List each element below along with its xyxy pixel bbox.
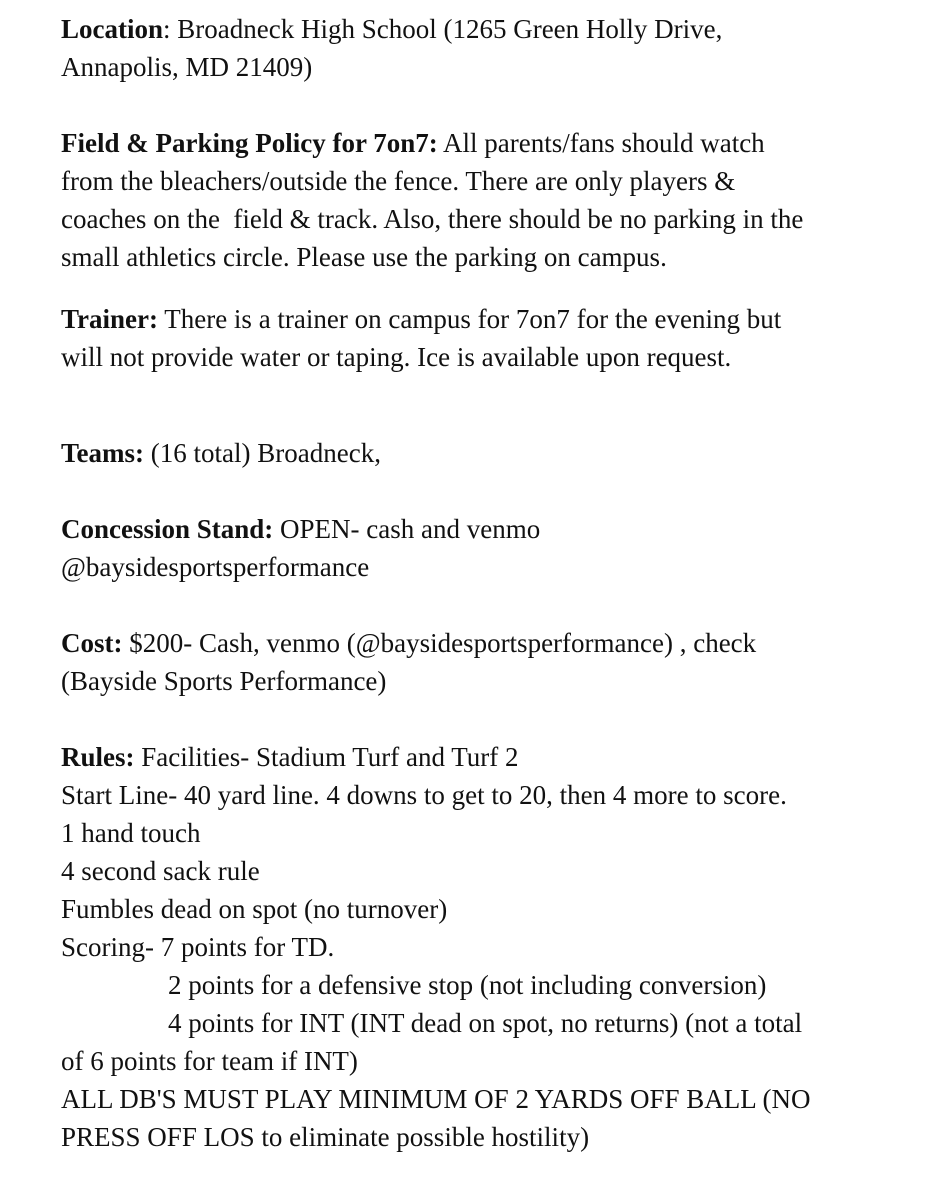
cost-text: $200- Cash, venmo (@baysidesportsperformance) , check [122, 628, 757, 658]
scoring-interception: 4 points for INT (INT dead on spot, no returns) (not a total [168, 1008, 803, 1038]
cost-section [61, 624, 901, 700]
concession-text-2: @baysidesportsperformance [61, 552, 370, 582]
teams-text: (16 total) Broadneck, [144, 438, 381, 468]
field-policy-text-2: from the bleachers/outside the fence. There are only players & [61, 166, 736, 196]
location-section [61, 10, 901, 86]
trainer-section [61, 300, 901, 376]
scoring-defensive-stop: 2 points for a defensive stop (not including conversion) [168, 970, 767, 1000]
rules-label: Rules: [61, 742, 135, 772]
rule-item: Scoring- 7 points for TD. [61, 932, 335, 962]
cost-text-2: (Bayside Sports Performance) [61, 666, 387, 696]
field-policy-text-4: small athletics circle. Please use the parking on campus. [61, 242, 667, 272]
field-policy-text-3: coaches on the field & track. Also, there should be no parking in the [61, 204, 804, 234]
db-rule-cont: PRESS OFF LOS to eliminate possible hostility) [61, 1122, 590, 1152]
teams-label: Teams: [61, 438, 145, 468]
trainer-text-2: will not provide water or taping. Ice is available upon request. [61, 342, 732, 372]
trainer-text: There is a trainer on campus for 7on7 for the evening but [157, 304, 782, 334]
location-text-cont: Annapolis, MD 21409) [61, 52, 313, 82]
rule-item: Fumbles dead on spot (no turnover) [61, 894, 448, 924]
concession-section [61, 510, 901, 586]
location-label: Location [61, 14, 164, 44]
rule-item: 4 second sack rule [61, 856, 260, 886]
teams-section [61, 434, 901, 472]
field-policy-section [61, 124, 901, 276]
rules-section [61, 738, 901, 1156]
cost-label: Cost: [61, 628, 123, 658]
document-body [61, 10, 901, 1156]
trainer-label: Trainer: [61, 304, 158, 334]
rule-item: 1 hand touch [61, 818, 201, 848]
concession-text: OPEN- cash and venmo [273, 514, 541, 544]
concession-label: Concession Stand: [61, 514, 274, 544]
field-policy-text: All parents/fans should watch [437, 128, 765, 158]
db-rule: ALL DB'S MUST PLAY MINIMUM OF 2 YARDS OFF BALL (NO [61, 1084, 811, 1114]
field-policy-label: Field & Parking Policy for 7on7: [61, 128, 438, 158]
scoring-interception-cont: of 6 points for team if INT) [61, 1046, 358, 1076]
location-text: : Broadneck High School (1265 Green Holly Drive, [163, 14, 723, 44]
rules-text: Facilities- Stadium Turf and Turf 2 [134, 742, 519, 772]
rule-item: Start Line- 40 yard line. 4 downs to get to 20, then 4 more to score. [61, 780, 787, 810]
